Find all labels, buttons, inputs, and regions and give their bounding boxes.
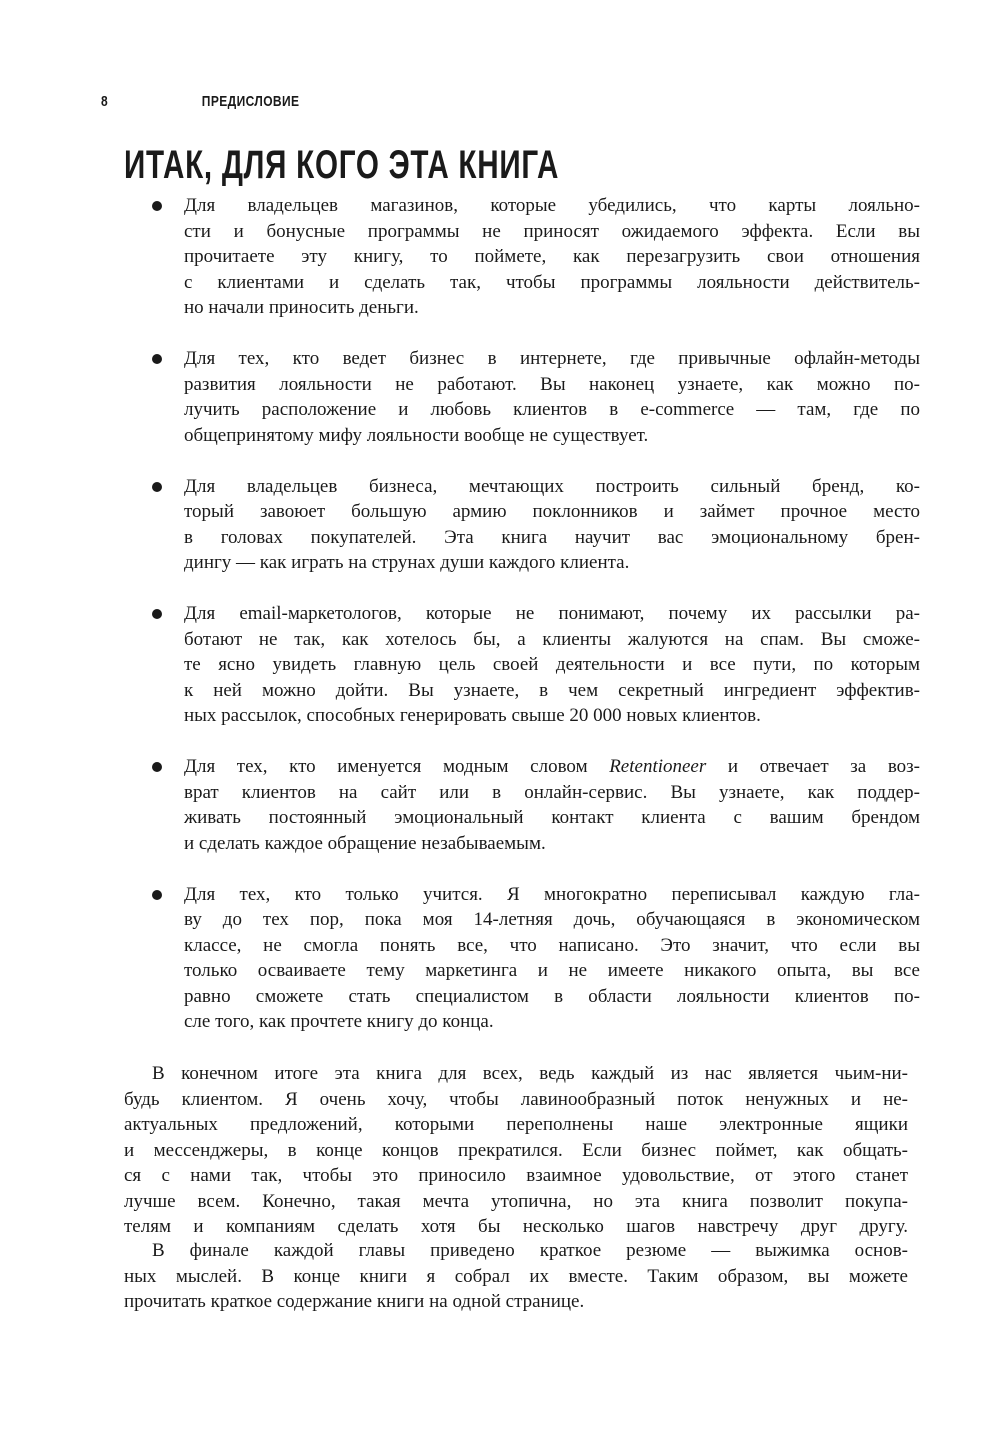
text-line: развития лояльности не работают. Вы наконец узнаете, как можно по-: [184, 373, 920, 395]
text-line: Для тех, кто только учится. Я многократно переписывал каждую гла-: [184, 883, 920, 905]
list-item: [150, 601, 920, 729]
text-line: Для тех, кто ведет бизнес в интернете, где привычные офлайн-методы: [184, 348, 920, 369]
text-line: Для владельцев магазинов, которые убедились, что карты лояльно-: [184, 195, 920, 216]
list-item: [150, 882, 920, 1035]
text-line: ных рассылок, способных генерировать свыше 20 000 новых клиентов.: [184, 705, 761, 726]
text-line: В конечном итоге эта книга для всех, ведь каждый из нас является чьим-ни-: [152, 1063, 908, 1084]
section-title: ПРЕДИСЛОВИЕ: [201, 93, 300, 110]
text-line: общепринятому мифу лояльности вообще не существует.: [184, 424, 649, 446]
bullet-icon: [152, 890, 162, 900]
body-paragraph: [124, 1061, 908, 1240]
text-line: телям и компаниям сделать хотя бы несколько шагов навстречу друг другу.: [124, 1216, 908, 1237]
text-line: ных мыслей. В конце книги я собрал их вместе. Таким образом, вы можете: [124, 1265, 908, 1287]
text-line: В финале каждой главы приведено краткое резюме — выжимка основ-: [152, 1240, 908, 1261]
list-item: [150, 193, 920, 321]
list-item: [150, 754, 920, 856]
text-line: актуальных предложений, которыми переполнены наше электронные ящики: [124, 1114, 908, 1135]
text-line: ву до тех пор, пока моя 14-летняя дочь, обучающаяся в экономическом: [184, 909, 920, 930]
text-line: будь клиентом. Я очень хочу, чтобы лавинообразный поток ненужных и не-: [124, 1088, 908, 1110]
list-item: [150, 346, 920, 448]
bullet-icon: [152, 482, 162, 492]
text-line: прочитать краткое содержание книги на одной странице.: [124, 1291, 585, 1312]
text-line: ботают не так, как хотелось бы, а клиенты жалуются на спам. Вы сможе-: [184, 628, 920, 650]
text-run: Для тех, кто именуется модным словом: [184, 756, 610, 777]
text-line: к ней можно дойти. Вы узнаете, в чем секретный ингредиент эффектив-: [184, 679, 920, 701]
page-number: 8: [101, 93, 109, 110]
chapter-title: ИТАК, ДЛЯ КОГО ЭТА КНИГА: [124, 143, 560, 187]
text-line: торый завоюет большую армию поклонников и займет прочное место: [184, 501, 920, 522]
italic-term: Retentioneer: [609, 756, 707, 777]
text-line: классе, не смогла понять все, что написано. Это значит, что если вы: [184, 934, 920, 956]
audience-list: [150, 193, 920, 1060]
text-line: Для email-маркетологов, которые не понимают, почему их рассылки ра-: [184, 603, 920, 624]
bullet-icon: [152, 201, 162, 211]
bullet-icon: [152, 762, 162, 772]
text-line: сле того, как прочтете книгу до конца.: [184, 1011, 494, 1032]
text-line: прочитаете эту книгу, то поймете, как перезагрузить свои отношения: [184, 246, 920, 267]
bullet-icon: [152, 609, 162, 619]
running-header: [101, 93, 299, 110]
text-line: и мессенджеры, в конце концов прекратился. Если бизнес поймет, как общать-: [124, 1139, 908, 1161]
text-line: лучше всем. Конечно, такая мечта утопична, но эта книга позволит покупа-: [124, 1190, 908, 1212]
list-item: [150, 474, 920, 576]
text-line: сти и бонусные программы не приносят ожидаемого эффекта. Если вы: [184, 220, 920, 242]
text-line: но начали приносить деньги.: [184, 297, 419, 318]
text-line: врат клиентов на сайт или в онлайн-сервис. Вы узнаете, как поддер-: [184, 781, 920, 803]
text-line: те ясно увидеть главную цель своей деятельности и все пути, по которым: [184, 654, 920, 675]
text-line: только осваиваете тему маркетинга и не имеете никакого опыта, вы все: [184, 960, 920, 981]
text-line: [184, 754, 920, 780]
text-line: равно сможете стать специалистом в области лояльности клиентов по-: [184, 985, 920, 1007]
text-line: лучить расположение и любовь клиентов в e-commerce — там, где по: [184, 399, 920, 420]
text-line: дингу — как играть на струнах души каждого клиента.: [184, 552, 630, 573]
bullet-icon: [152, 354, 162, 364]
text-line: и сделать каждое обращение незабываемым.: [184, 832, 546, 854]
text-line: в головах покупателей. Эта книга научит вас эмоциональному брен-: [184, 526, 920, 548]
text-line: Для владельцев бизнеса, мечтающих построить сильный бренд, ко-: [184, 475, 920, 497]
text-line: живать постоянный эмоциональный контакт клиента с вашим брендом: [184, 807, 920, 828]
text-line: ся с нами так, чтобы это приносило взаимное удовольствие, от этого станет: [124, 1165, 908, 1186]
text-line: с клиентами и сделать так, чтобы программы лояльности действитель-: [184, 271, 920, 293]
text-run: и отвечает за воз-: [706, 756, 920, 777]
body-paragraph: [124, 1238, 908, 1315]
